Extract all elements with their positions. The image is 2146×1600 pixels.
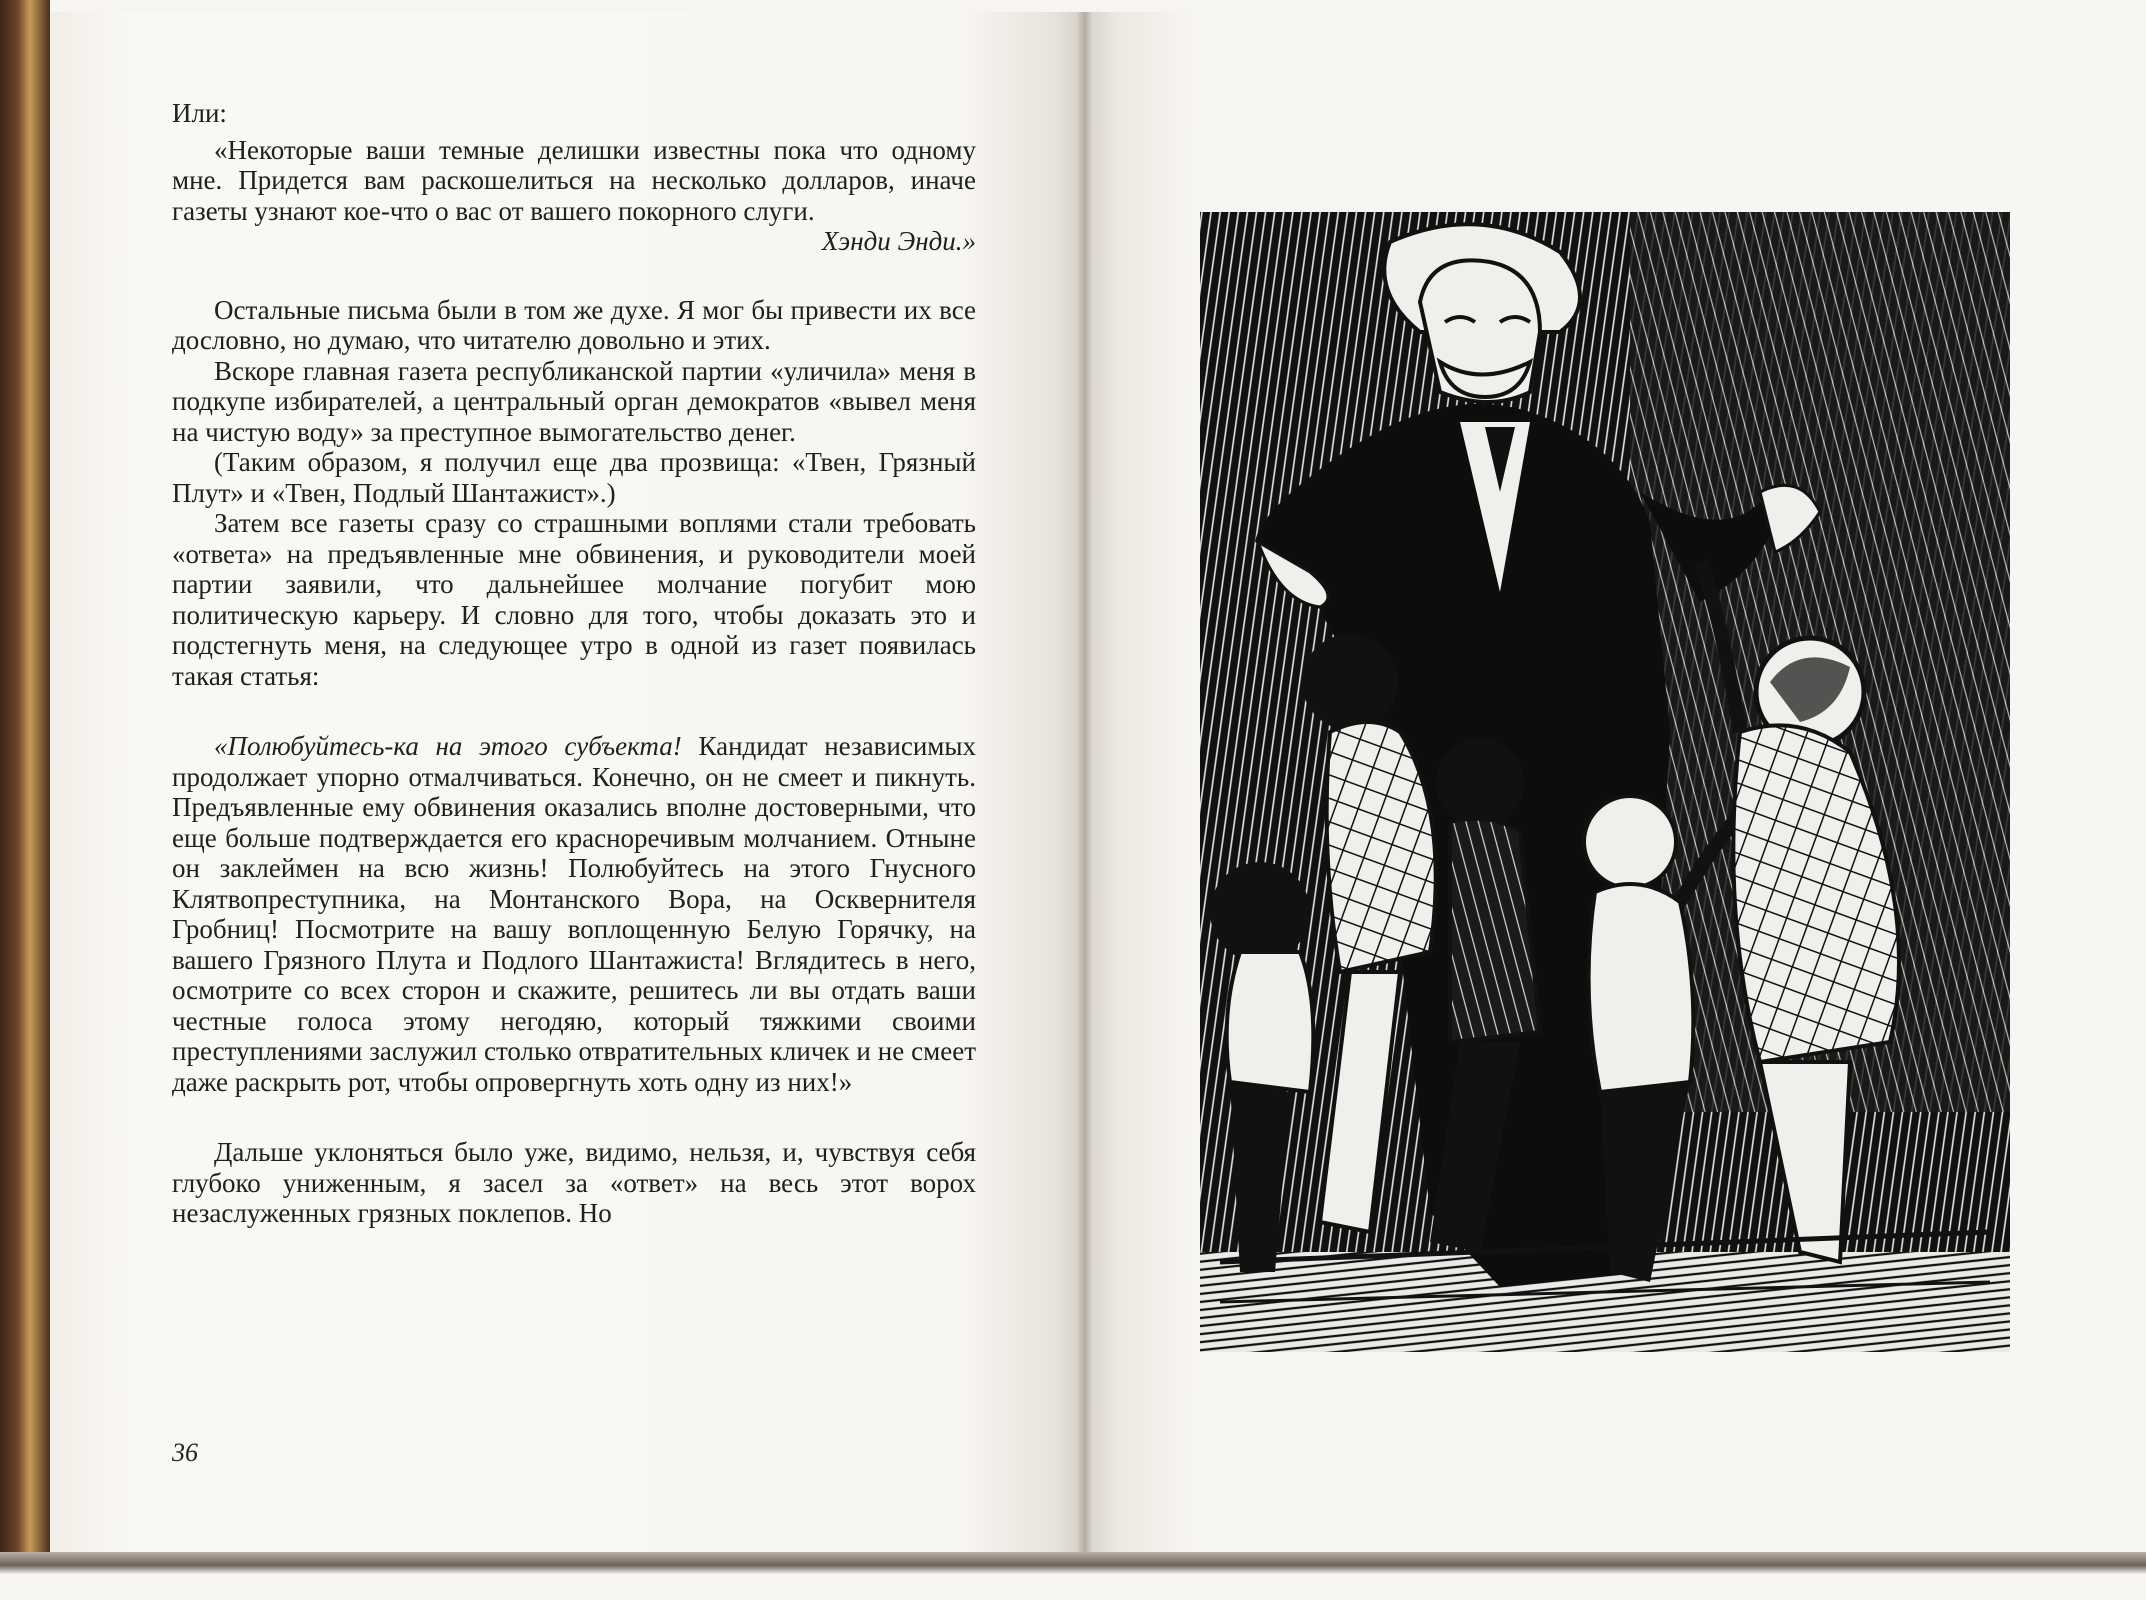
paragraph-2: Вскоре главная газета республиканской партии «уличила» меня в подкупе избирателей, а центральный орган демократов «вывел меня на чистую воду» за преступное вымогательство денег.	[172, 355, 976, 447]
article-quote	[172, 731, 976, 1097]
paragraph-1: Остальные письма были в том же духе. Я мог бы привести их все дословно, но думаю, что читателю довольно и этих.	[172, 294, 976, 355]
article-body: Кандидат независимых продолжает упорно отмалчиваться. Конечно, он не смеет и пикнуть. Предъявленные ему обвинения оказались вполне достоверными, что еще больше подтверждается его красноречивым молчанием. Отныне он заклеймен на всю жизнь! Полюбуйтесь на этого Гнусного Клятвопреступника, на Монтанского Вора, на Осквернителя Гробниц! Посмотрите на вашу воплощенную Белую Горячку, на вашего Грязного Плута и Подлого Шантажиста! Вглядитесь в него, осмотрите со всех сторон и скажите, решитесь ли вы отдать ваши честные голоса этому негодяю, который тяжкими своими преступлениями заслужил столько отвратительных кличек и не смеет даже раскрыть рот, чтобы опровергнуть хоть одну из них!»	[172, 731, 977, 1097]
spacer	[172, 1097, 976, 1127]
spacer	[172, 691, 976, 721]
page-number: 36	[172, 1438, 198, 1467]
book-gutter	[1078, 12, 1092, 1557]
paragraph-5: Дальше уклоняться было уже, видимо, нельзя, и, чувствуя себя глубоко униженным, я засел за «ответ» на весь этот ворох незаслуженных грязных поклепов. Но	[172, 1137, 976, 1228]
left-page-text	[172, 98, 976, 1229]
illustration-drawing	[1200, 212, 2010, 1352]
ink-illustration	[1200, 212, 2010, 1352]
book-bottom-edge	[0, 1552, 2146, 1574]
letter-signature: Хэнди Энди.»	[821, 226, 976, 256]
paragraph-4: Затем все газеты сразу со страшными воплями стали требовать «ответа» на предъявленные мне обвинения, и руководители моей партии заявили, что дальнейшее молчание погубит мою политическую карьеру. И словно для того, чтобы доказать это и подстегнуть меня, на следующее утро в одной из газет появилась такая статья:	[172, 508, 976, 691]
letter-quote: «Некоторые ваши темные делишки известны пока что одному мне. Придется вам раскошелиться на несколько долларов, иначе газеты узнают кое-что о вас от вашего покорного слуги.	[172, 134, 976, 226]
intro-line: Или:	[172, 98, 227, 128]
spacer	[172, 257, 976, 287]
paragraph-3: (Таким образом, я получил еще два прозвища: «Твен, Грязный Плут» и «Твен, Подлый Шантажист».)	[172, 447, 976, 508]
book-cover-edge	[0, 0, 50, 1570]
article-lead: «Полюбуйтесь-ка на этого субъекта!	[214, 731, 682, 761]
